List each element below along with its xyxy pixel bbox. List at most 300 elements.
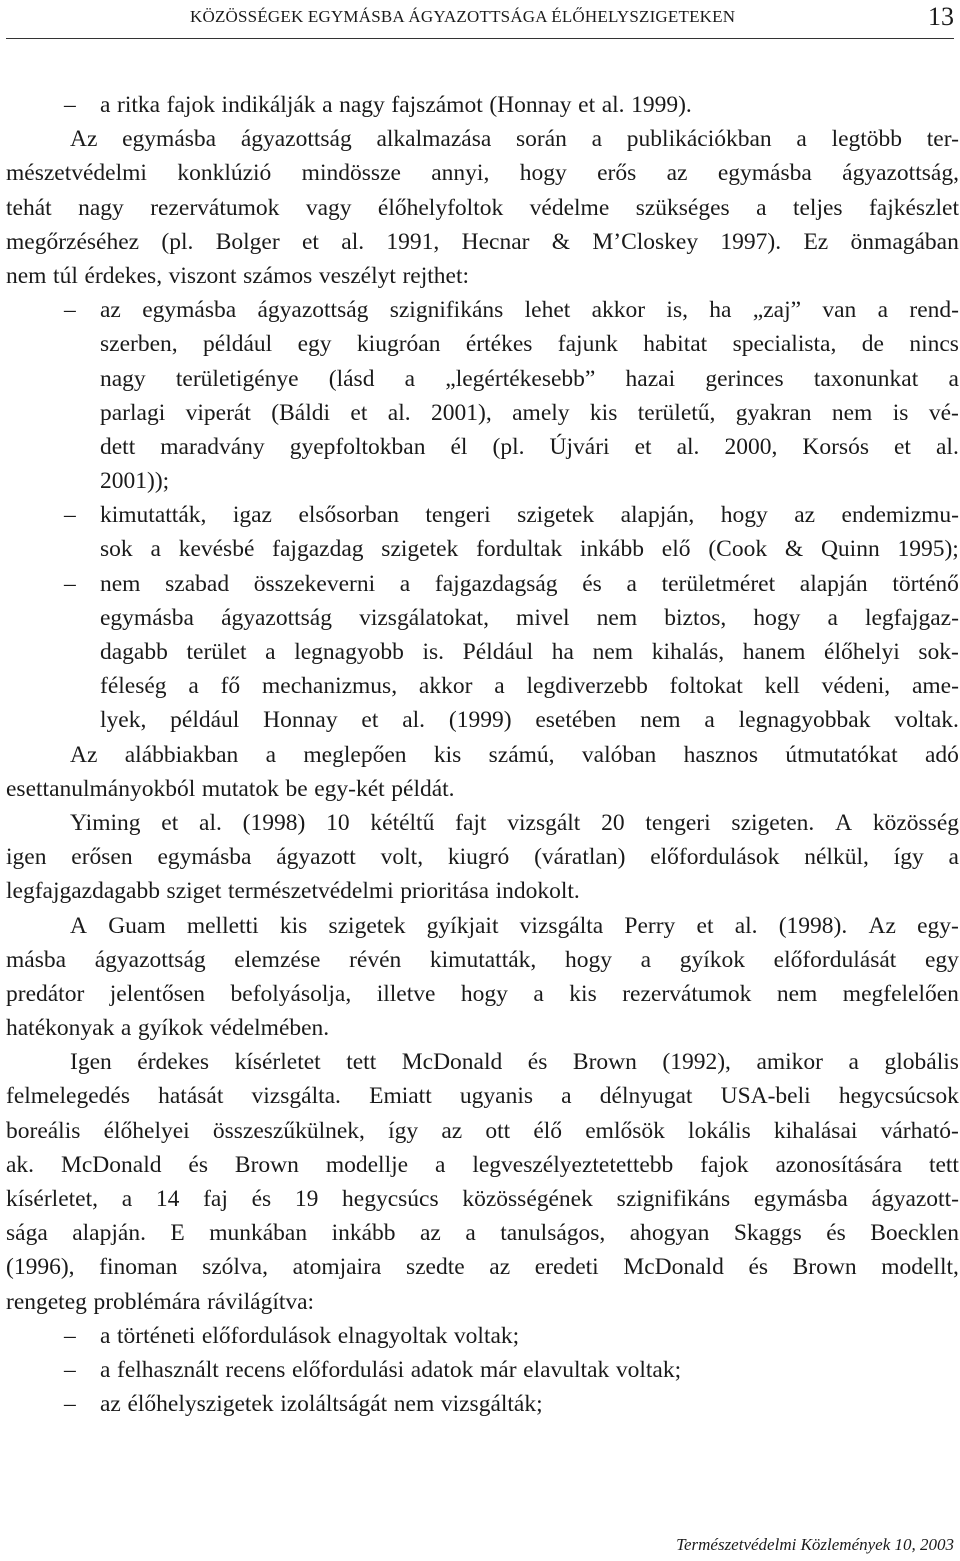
word: vizsgálta.: [251, 1083, 341, 1110]
word: „legértékesebb”: [445, 365, 596, 392]
word: legfajgaz-: [864, 604, 959, 631]
word: az: [794, 502, 816, 529]
text-line: [6, 1114, 959, 1148]
word: et: [361, 707, 379, 734]
word: 14: [155, 1186, 180, 1212]
word: (pl.: [492, 433, 525, 460]
word: al.: [936, 433, 959, 460]
text-line: [6, 191, 959, 225]
word: délnyugat: [599, 1083, 693, 1110]
word: izoláltságát: [280, 1391, 388, 1418]
word: (Cook: [708, 536, 768, 563]
word: önmagában: [850, 228, 959, 255]
word: előfordulások: [650, 844, 780, 871]
word: igen: [6, 844, 47, 871]
word: ágyazott-: [871, 1186, 959, 1212]
text-line: [6, 327, 959, 361]
text-line: [6, 1319, 959, 1353]
word: alkalmazása: [376, 126, 492, 153]
word: hatékonyak: [6, 1015, 115, 1042]
word: amikor: [756, 1049, 824, 1076]
word: (lásd: [328, 365, 375, 392]
word: nem: [592, 639, 634, 665]
word: mutatok: [201, 775, 279, 802]
word: egymásba: [100, 604, 194, 631]
word: a: [561, 1083, 572, 1110]
text-line: [6, 669, 959, 703]
word: a: [150, 536, 161, 563]
word: al.: [199, 809, 222, 836]
text-line: [6, 943, 959, 977]
word: megfelelően: [842, 980, 959, 1007]
word: nagy: [78, 194, 124, 221]
word: vagy: [305, 194, 352, 221]
word: „zaj”: [752, 297, 802, 324]
list-dash: –: [64, 1391, 76, 1418]
word: hazai: [625, 365, 676, 392]
list-dash: –: [64, 92, 76, 118]
word: elnagyoltak: [337, 1322, 448, 1349]
word: az: [666, 160, 688, 187]
word: legtöbb: [831, 126, 903, 153]
word: legnagyobbak: [738, 707, 871, 734]
word: élőhelyfoltok: [377, 194, 504, 221]
word: Skaggs: [733, 1220, 802, 1247]
word: történeti: [117, 1322, 196, 1349]
word: értékes: [465, 331, 533, 358]
word: védelmében.: [209, 1015, 330, 1042]
word: hogy: [460, 980, 508, 1007]
text-line: [6, 806, 959, 840]
journal-footer: Természetvédelmi Közlemények 10, 2003: [676, 1535, 954, 1554]
word: a: [100, 1322, 111, 1349]
header-rule: [6, 38, 954, 39]
word: (pl.: [161, 228, 194, 255]
list-dash: –: [64, 570, 76, 597]
word: túl: [53, 262, 78, 289]
word: viperát: [185, 399, 251, 426]
word: nélkül,: [804, 844, 869, 871]
word: ter-: [926, 126, 959, 153]
word: kiugró: [447, 844, 510, 871]
word: rejthet:: [402, 262, 470, 289]
word: modellt,: [881, 1254, 959, 1281]
word: kis: [589, 399, 618, 426]
word: elő: [661, 536, 691, 563]
word: élőhelyszigetek: [127, 1391, 274, 1418]
word: kis: [569, 980, 597, 1007]
word: kis: [433, 741, 462, 768]
word: kiugróan: [356, 331, 441, 358]
word: gerinces: [705, 365, 784, 392]
word: 2001),: [431, 399, 492, 426]
word: a: [640, 946, 652, 973]
word: rend-: [909, 297, 959, 324]
word: teljes: [792, 194, 843, 221]
word: is,: [666, 297, 688, 324]
word: fajgazdagság: [434, 570, 558, 597]
word: voltak;: [615, 1356, 682, 1383]
word: felmelegedés: [6, 1083, 130, 1110]
word: Hecnar: [461, 228, 530, 255]
word: kimutatták,: [429, 946, 537, 973]
word: féleség: [100, 673, 167, 700]
text-line: [6, 601, 959, 635]
word: ágyazottság: [257, 297, 369, 324]
word: 1997).: [720, 228, 782, 255]
text-line: [6, 977, 959, 1011]
word: Az: [70, 126, 98, 153]
word: útmutatókat: [785, 741, 898, 768]
word: érdekes,: [84, 262, 163, 289]
word: jelentősen: [109, 980, 206, 1007]
word: globális: [884, 1049, 959, 1076]
word: és: [582, 570, 602, 597]
word: fajt: [455, 809, 487, 836]
word: specialista,: [732, 331, 837, 358]
word: Igen: [70, 1049, 112, 1076]
word: és: [748, 1254, 769, 1281]
word: közösségének: [462, 1186, 593, 1212]
word: tett: [346, 1049, 377, 1076]
word: boreális: [6, 1117, 81, 1144]
word: 2000,: [724, 433, 778, 460]
word: sziget: [166, 878, 222, 905]
word: volt,: [380, 844, 424, 871]
word: az: [100, 297, 121, 324]
word: ahogyan: [629, 1220, 710, 1247]
word: gyakran: [735, 399, 812, 426]
word: egymásba: [157, 844, 252, 871]
word: nem: [776, 980, 818, 1007]
word: összeszűkülnek,: [212, 1117, 365, 1144]
word: Brown: [234, 1151, 299, 1178]
word: szólva,: [202, 1254, 268, 1281]
word: fajok: [166, 92, 215, 118]
word: vizsgálatokat,: [359, 604, 489, 631]
word: tengeri: [645, 809, 711, 836]
word: kimutatták,: [100, 502, 207, 529]
word: A: [70, 912, 87, 939]
word: fő: [220, 673, 241, 700]
word: a: [626, 570, 637, 597]
word: 10: [326, 809, 350, 836]
word: nem: [596, 604, 638, 631]
text-line: [6, 1285, 959, 1319]
word: emlősök: [585, 1117, 665, 1144]
word: nincs: [909, 331, 959, 358]
word: habitat: [643, 331, 708, 358]
word: Perry: [624, 912, 676, 939]
text-line: [6, 464, 959, 498]
word: maradvány: [160, 433, 265, 460]
word: et: [634, 433, 652, 460]
word: terület: [186, 639, 247, 665]
word: munkában: [209, 1220, 308, 1247]
word: várható-: [880, 1117, 959, 1144]
word: voltak.: [894, 707, 959, 734]
word: &: [551, 228, 571, 255]
word: a: [265, 639, 276, 665]
word: lehet: [524, 297, 571, 324]
word: rezervátumok: [622, 980, 752, 1007]
word: szigetek: [517, 502, 595, 529]
text-line: [6, 1216, 959, 1250]
text-line: [6, 396, 959, 430]
word: predátor: [6, 980, 85, 1007]
word: inkább: [580, 536, 644, 563]
word: lyek,: [100, 707, 147, 734]
word: biztos,: [664, 604, 727, 631]
word: prioritása: [400, 878, 490, 905]
word: előfordulását: [773, 946, 897, 973]
word: védeni,: [821, 673, 891, 700]
word: akkor: [418, 673, 473, 700]
word: élőhelyei: [103, 1117, 190, 1144]
word: al.: [676, 433, 700, 460]
word: is: [892, 399, 909, 426]
word: alapján: [799, 570, 868, 597]
word: USA-beli: [720, 1083, 811, 1110]
word: a: [188, 673, 199, 700]
word: szedte: [405, 1254, 465, 1281]
word: felhasznált: [117, 1356, 219, 1383]
word: (Báldi: [271, 399, 331, 426]
word: adatok: [410, 1356, 474, 1383]
word: a: [399, 570, 411, 597]
word: másba: [6, 946, 67, 973]
text-line: [6, 1353, 959, 1387]
word: például: [170, 707, 240, 734]
word: (Honnay: [489, 92, 572, 118]
word: fajkészlet: [868, 194, 959, 221]
word: be: [285, 775, 308, 802]
word: Az: [70, 741, 98, 768]
word: Emiatt: [369, 1083, 432, 1110]
word: előfordulások: [201, 1322, 332, 1349]
word: számos: [243, 262, 313, 289]
word: megőrzéséhez: [6, 228, 140, 255]
word: al.: [734, 912, 758, 939]
word: a: [827, 604, 838, 631]
word: tehát: [6, 194, 52, 221]
list-dash: –: [64, 1356, 76, 1383]
word: a: [121, 1186, 133, 1212]
word: a: [100, 92, 111, 118]
word: Boecklen: [870, 1220, 959, 1247]
text-line: [6, 738, 959, 772]
word: kísérletet: [234, 1049, 321, 1076]
word: érdekes: [137, 1049, 210, 1076]
word: Brown: [572, 1049, 637, 1076]
word: 2001));: [100, 468, 170, 495]
word: a: [100, 1356, 111, 1383]
word: területméret: [661, 570, 776, 597]
word: és: [527, 1049, 548, 1076]
word: parlagi: [100, 399, 166, 426]
word: A: [835, 809, 853, 836]
word: 1991,: [386, 228, 440, 255]
word: van: [822, 297, 857, 324]
word: et: [350, 399, 368, 426]
word: ha: [709, 297, 732, 324]
page-header: [0, 0, 960, 40]
word: (váratlan): [534, 844, 626, 871]
text-line: [6, 293, 959, 327]
word: alábbiakban: [124, 741, 239, 768]
word: területigénye: [175, 365, 299, 392]
word: kevésbé: [178, 536, 255, 563]
word: kísérletet,: [6, 1186, 99, 1212]
word: nem: [393, 1391, 435, 1418]
word: ritka: [117, 92, 161, 118]
word: adó: [925, 741, 959, 768]
word: al.: [387, 399, 411, 426]
word: védelme: [529, 194, 610, 221]
word: sok: [100, 536, 133, 563]
text-line: [6, 156, 959, 190]
list-dash: –: [64, 502, 76, 529]
text-line: [6, 259, 959, 293]
word: kihalásai: [773, 1117, 858, 1144]
running-head: KÖZÖSSÉGEK EGYMÁSBA ÁGYAZOTTSÁGA ÉLŐHELYSZIGETEKEN: [190, 7, 736, 26]
word: szignifikáns: [389, 297, 504, 324]
text-line: [6, 874, 959, 908]
word: és: [826, 1220, 846, 1247]
word: alapján.: [72, 1220, 146, 1247]
word: a: [404, 365, 416, 392]
word: fajgazdag: [272, 536, 364, 563]
word: akkor: [591, 297, 646, 324]
text-line: [6, 567, 959, 601]
word: ha: [551, 639, 574, 665]
text-line: [6, 122, 959, 156]
word: endemizmu-: [841, 502, 959, 529]
word: veszélyt: [318, 262, 396, 289]
word: fajok: [700, 1151, 749, 1178]
word: kis: [279, 912, 308, 939]
word: Guam: [108, 912, 166, 939]
word: révén: [349, 946, 402, 973]
word: fajunk: [557, 331, 618, 358]
word: ágyazottság: [221, 604, 332, 631]
text-line: [6, 1387, 959, 1421]
word: Honnay: [263, 707, 338, 734]
word: ágyazottság: [240, 126, 352, 153]
word: faj: [203, 1186, 228, 1212]
word: McDonald: [623, 1254, 724, 1281]
word: elavultak: [523, 1356, 610, 1383]
word: valóban: [581, 741, 657, 768]
word: nagy: [100, 365, 146, 392]
word: atomjaira: [292, 1254, 382, 1281]
word: ott: [485, 1117, 511, 1144]
word: tengeri: [425, 502, 491, 529]
word: nem: [100, 570, 141, 597]
word: Korsós: [802, 433, 869, 460]
word: a: [533, 980, 544, 1007]
word: McDonald: [60, 1151, 162, 1178]
word: erősen: [71, 844, 133, 871]
word: hatását: [158, 1083, 224, 1110]
word: él: [450, 433, 468, 460]
word: (1992),: [662, 1049, 731, 1076]
word: hogy: [720, 502, 768, 529]
word: rávilágítva:: [207, 1288, 315, 1315]
word: et: [894, 433, 911, 460]
word: és: [188, 1151, 208, 1178]
word: hanem: [742, 639, 806, 665]
text-line: [6, 88, 959, 122]
word: lokális: [688, 1117, 751, 1144]
word: az: [489, 1254, 511, 1281]
word: gyepfoltokban: [289, 433, 426, 460]
word: egy-: [917, 912, 959, 939]
word: már: [480, 1356, 517, 1383]
word: de: [861, 331, 884, 358]
word: (1996),: [6, 1254, 75, 1281]
word: et: [578, 92, 596, 118]
word: ágyazott: [276, 844, 356, 871]
word: legfajgazdagabb: [6, 878, 160, 905]
word: a: [591, 126, 603, 153]
word: indikálják: [221, 92, 316, 118]
word: (1999): [448, 707, 512, 734]
word: vé-: [928, 399, 959, 426]
word: tett: [928, 1151, 959, 1178]
word: ak.: [6, 1151, 35, 1178]
text-line: [6, 1045, 959, 1079]
word: a: [704, 707, 715, 734]
word: rengeteg: [6, 1288, 87, 1315]
word: nem: [640, 707, 681, 734]
word: 19: [294, 1186, 319, 1212]
word: igaz: [232, 502, 272, 529]
word: is.: [422, 639, 445, 665]
word: a: [465, 1220, 476, 1247]
word: hogy: [564, 946, 612, 973]
text-line: [6, 498, 959, 532]
word: inkább: [331, 1220, 396, 1247]
page-number: 13: [928, 2, 954, 31]
word: 1995);: [897, 536, 959, 563]
word: szigetek: [381, 536, 459, 563]
word: az: [419, 1220, 441, 1247]
word: történő: [892, 570, 959, 597]
word: al.: [341, 228, 365, 255]
word: egy: [297, 331, 332, 358]
text-line: [6, 1182, 959, 1216]
text-line: [6, 532, 959, 566]
word: és: [251, 1186, 272, 1212]
word: M’Closkey: [592, 228, 699, 255]
word: dagabb: [100, 639, 168, 665]
word: vizsgálta: [519, 912, 604, 939]
word: szerben,: [100, 331, 178, 358]
word: egymásba: [142, 297, 237, 324]
word: legnagyobb: [294, 639, 404, 665]
word: természetvédelmi: [227, 878, 394, 905]
word: összekeverni: [253, 570, 376, 597]
word: indokolt.: [495, 878, 580, 905]
text-line: [6, 430, 959, 464]
word: ágyazottság,: [842, 160, 959, 187]
word: szigetek: [328, 912, 406, 939]
word: Brown: [792, 1254, 857, 1281]
word: viszont: [168, 262, 237, 289]
word: Quinn: [820, 536, 880, 563]
word: legveszélyeztetettebb: [472, 1151, 674, 1178]
